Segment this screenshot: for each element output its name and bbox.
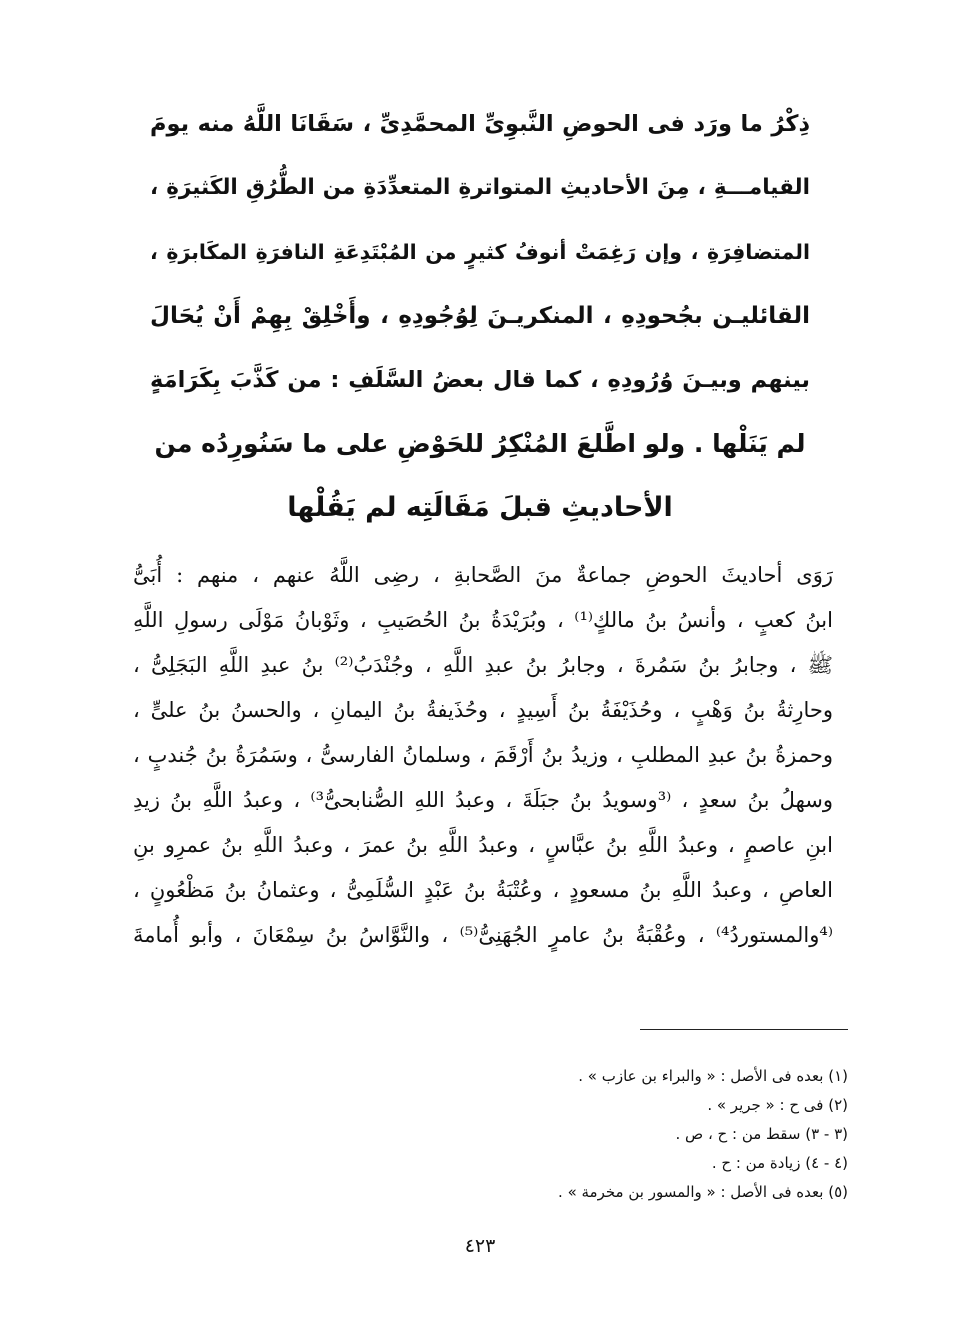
body-line: وحمزةُ بنُ عبدِ المطلبِ ، وزيدُ بنُ أَرْقَمَ ، وسلمانُ الفارسىُّ ، وسَمُرَةُ بنُ جُندبٍ ، (133, 743, 833, 767)
footnote-separator (640, 1029, 848, 1030)
heading-line: لم يَنَلْها . ولو اطَّلعَ المُنْكِرُ للحَوْضِ على ما سَنُورِدُه من (154, 429, 806, 458)
footnote: (١) بعده فى الأصل : « والبراء بن عازب » . (578, 1067, 848, 1085)
body-line: وحارِثةُ بنُ وَهْبٍ ، وحُذَيْفَةُ بنُ أَسِيدٍ ، وحُذَيفةُ بنُ اليمانِ ، والحسنُ بنُ علىٍّ ، (133, 698, 833, 722)
footnotes (300, 1062, 848, 1207)
footnote: (٤ - ٤) زيادة من : ح . (711, 1154, 848, 1172)
heading-line: القيامـــةِ ، مِنَ الأحاديثِ المتواترةِ المتعدِّدَةِ من الطُّرُقِ الكَثيرَةِ ، (150, 175, 810, 200)
body-line: رَوَى أحاديثَ الحوضِ جماعةٌ منَ الصَّحابةِ ، رضِى اللَّهُ عنهم ، منهم : أُبَىُّ (133, 563, 833, 587)
footnote: (٣ - ٣) سقط من : ح ، ص . (675, 1125, 848, 1143)
body-line: وسهلُ بنُ سعدٍ ، ⁽³وسويدُ بنُ جبَلَةَ ، وعبدُ اللهِ الصُّنابحىُّ³⁾ ، وعبدُ اللَّهِ بنُ زيدِ (133, 788, 833, 812)
body-line: ابنِ عاصمٍ ، وعبدُ اللَّهِ بنُ عبَّاسٍ ، وعبدُ اللَّهِ بنُ عمرَ ، وعبدُ اللَّهِ بنُ عمرِو بنِ (133, 833, 833, 857)
chapter-heading (150, 92, 810, 540)
footnote: (٢) فى ح : « جرير » . (707, 1096, 848, 1114)
body-paragraph (133, 553, 833, 958)
heading-line: ذِكْرُ ما ورَد فى الحوضِ النَّبوِىِّ المحمَّدِىِّ ، سَقَانَا اللَّهُ منه يومَ (150, 111, 810, 137)
footnote: (٥) بعده فى الأصل : « والمسور بن مخرمة » . (558, 1183, 848, 1201)
body-line: العاصِ ، وعبدُ اللَّهِ بنُ مسعودٍ ، وعُتْبَةُ بنُ عَبْدٍ السُّلَمِىُّ ، وعثمانُ بنُ مَظْعُونٍ ، (133, 878, 833, 902)
body-line: ابنُ كعبٍ ، وأنسُ بنُ مالكٍ⁽¹⁾ ، وبُرَيْدَةُ بنُ الحُصَيبِ ، وثَوْبانُ مَوْلَى رسولِ اللَّهِ (133, 608, 833, 632)
body-line: ⁽⁴والمستوردُ⁴⁾ ، وعُقْبَةُ بنُ عامرٍ الجُهَنِىُّ⁽⁵⁾ ، والنَّوَّاسُ بنُ سِمْعَانَ ، وأبو أُمامةَ (133, 923, 833, 947)
body-line: ﷺ ، وجابرُ بنُ سَمُرةَ ، وجابرُ بنُ عبدِ اللَّهِ ، وجُنْدَبُ⁽²⁾ بنُ عبدِ اللَّهِ البَجَلِىُّ ، (133, 653, 833, 677)
heading-line: القائليـن بجُحودِهِ ، المنكريـنَ لِوُجُودِهِ ، وأَخْلِقْ بِهِمْ أَنْ يُحَالَ (150, 303, 810, 329)
heading-line: بينهم وبيـنَ وُرُودِهِ ، كما قال بعضُ السَّلَفِ : من كَذَّبَ بِكَرَامَةٍ (150, 367, 810, 393)
heading-line: الأحاديثِ قبلَ مَقَالَتِه لم يَقُلْها (287, 492, 673, 523)
heading-line: المتضافِرَةِ ، وإن رَغِمَتْ أنوفُ كثيرٍ من المُبْتَدِعَةِ النافرَةِ المكَابرَةِ ، (150, 240, 810, 264)
page-number: ٤٢٣ (464, 1235, 496, 1257)
